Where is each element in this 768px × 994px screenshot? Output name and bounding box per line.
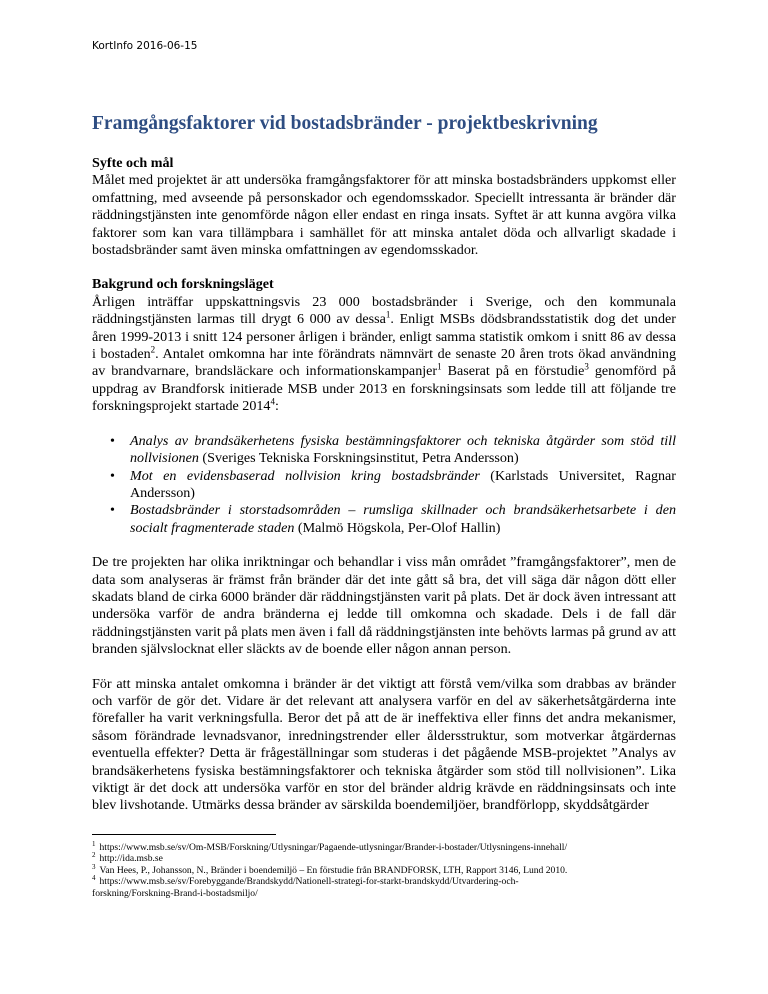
project-list-item: • Analys av brandsäkerhetens fysiska bestämningsfaktorer och tekniska åtgärder som stöd till nollvisionen (Sveriges Tekniska Forskningsinstitut, Petra Andersson) [110, 432, 676, 467]
bullet-icon: • [110, 502, 115, 519]
footnote-item: $^1$ https://www.msb.se/sv/Om-MSB/Forskning/Utlysningar/Pagaende-utlysningar/Brander-i-bostader/Utlysningens-innehall/ [92, 839, 568, 853]
paragraph-projekten: De tre projekten har olika inriktningar och behandlar i viss mån området ”framgångsfaktorer”, men de data som analyseras är främst från bränder där det inte gått så bra, det vill säga där någon dött eller skadats bland de cirka 6000 bränder där räddningstjänsten varit på plats. Det är dock även intressant att undersöka varför de andra bränderna ej ledde till omkomna och skadade. Dels i de fall där räddningstjänsten varit på plats men även i fall då räddningstjänsten inte behövts larmas på grund av att branden självslocknat eller släckts av de boende eller någon annan person. [92, 554, 676, 658]
footnote-ref: 1 [437, 361, 442, 372]
project-list-item: • Bostadsbränder i storstadsområden – rumsliga skillnader och brandsäkerhetsarbete i den socialt fragmenterade staden (Malmö Högskola, Per-Olof Hallin) [110, 502, 676, 536]
footnote-item: $^4$ https://www.msb.se/sv/Forebyggande/Brandskydd/Nationell-strategi-for-starkt-brandskydd/Utvardering-och- [92, 874, 519, 888]
document-body [92, 155, 676, 815]
footnote-ref: 2 [150, 344, 156, 355]
footnote-text: Van Hees, P., Johansson, N., Bränder i boendemiljö – En förstudie från BRANDFORSK, LTH, Rapport 3146, Lund 2010. [99, 864, 568, 876]
footnote-item: $^2$ http://ida.msb.se [92, 851, 163, 865]
section-heading-bakgrund: Bakgrund och forskningsläget [92, 276, 274, 293]
footnote-item: $^3$ Van Hees, P., Johansson, N., Bränder i boendemiljö – En förstudie från BRANDFORSK, LTH, Rapport 3146, Lund 2010. [92, 862, 568, 876]
section-paragraph-bakgrund: Årligen inträffar uppskattningsvis 23 000 bostadsbränder i Sverige, och den kommunala räddningstjänsten larmas till drygt 6 000 av dessa$^1$. Enligt MSBs dödsbrandsstatistik dog det under åren 1999-2013 i snitt 124 personer årligen i bränder, enligt samma statistik omkom i snitt 86 av dessa i bostaden$^2$. Antalet omkomna har inte förändrats nämnvärt de senaste 20 åren trots ökad användning av brandvarnare, brandsläckare och informationskampanjer$^1$ Baserat på en förstudie$^3$ genomförd på uppdrag av Brandforsk initierade MSB under 2013 en forskningsinsats som ledde till att följande tre forskningsprojekt startade 2014$^4$: [92, 293, 676, 415]
footnote-link[interactable]: https://www.msb.se/sv/Om-MSB/Forskning/Utlysningar/Pagaende-utlysningar/Brander-i-bostader/Utlysningens-innehall/ [99, 842, 568, 853]
footnote-link[interactable]: http://ida.msb.se [99, 853, 163, 865]
document-title: Framgångsfaktorer vid bostadsbränder - projektbeskrivning [92, 113, 598, 134]
project-list-item: • Mot en evidensbaserad nollvision kring bostadsbränder (Karlstads Universitet, Ragnar Andersson) [110, 467, 676, 501]
footnote-item-continued [92, 888, 682, 899]
footnote-link-continued[interactable]: forskning/Forskning-Brand-i-bostadsmiljo/ [92, 887, 258, 899]
footnote-ref: 4 [270, 396, 275, 407]
project-list [92, 433, 676, 537]
footnote-ref: 3 [584, 361, 589, 372]
paragraph-minska: För att minska antalet omkomna i bränder är det viktigt att förstå vem/vilka som drabbas av bränder och varför de gör det. Vidare är det relevant att analysera varför en del av säkerhetsåtgärderna inte förefaller ha varit verkningsfulla. Beror det på att de är ineffektiva eller finns det andra mekanismer, såsom förändrade levnadsvanor, inredningstrender eller åldersstruktur, som motverkar åtgärdernas eventuella effekter? Detta är frågeställningar som studeras i det pågående MSB-projektet ”Analys av brandsäkerhetens fysiska bestämningsfaktorer och tekniska åtgärder som stöd till nollvisionen”. Lika viktigt är det dock att undersöka varför en stor del bränder aldrig krävde en räddningsinsats och inte blev livshotande. Utmärks dessa bränder av särskilda boendemiljöer, brandförlopp, skyddsåtgärder [92, 675, 676, 814]
footnote-link[interactable]: https://www.msb.se/sv/Forebyggande/Brandskydd/Nationell-strategi-for-starkt-brandskydd/Utvardering-och- [99, 876, 519, 888]
footnote-divider [92, 834, 276, 835]
footnotes [92, 839, 682, 899]
footnote-ref: 1 [385, 309, 391, 320]
page-header: KortInfo 2016-06-15 [92, 40, 198, 52]
section-paragraph-syfte: Målet med projektet är att undersöka framgångsfaktorer för att minska bostadsbränders uppkomst eller omfattning, med avseende på personskador och egendomsskador. Speciellt intressanta är bränder där räddningstjänsten inte genomförde någon eller endast en ringa insats. Syftet är att kunna avgöra vilka faktorer som kan vara tillämpbara i samhället för att minska antalet döda och allvarligt skadade i bostadsbränder samt även minska omfattningen av egendomsskador. [92, 172, 676, 259]
bullet-icon: • [110, 467, 115, 484]
section-heading-syfte: Syfte och mål [92, 155, 174, 171]
bullet-icon: • [110, 432, 115, 449]
